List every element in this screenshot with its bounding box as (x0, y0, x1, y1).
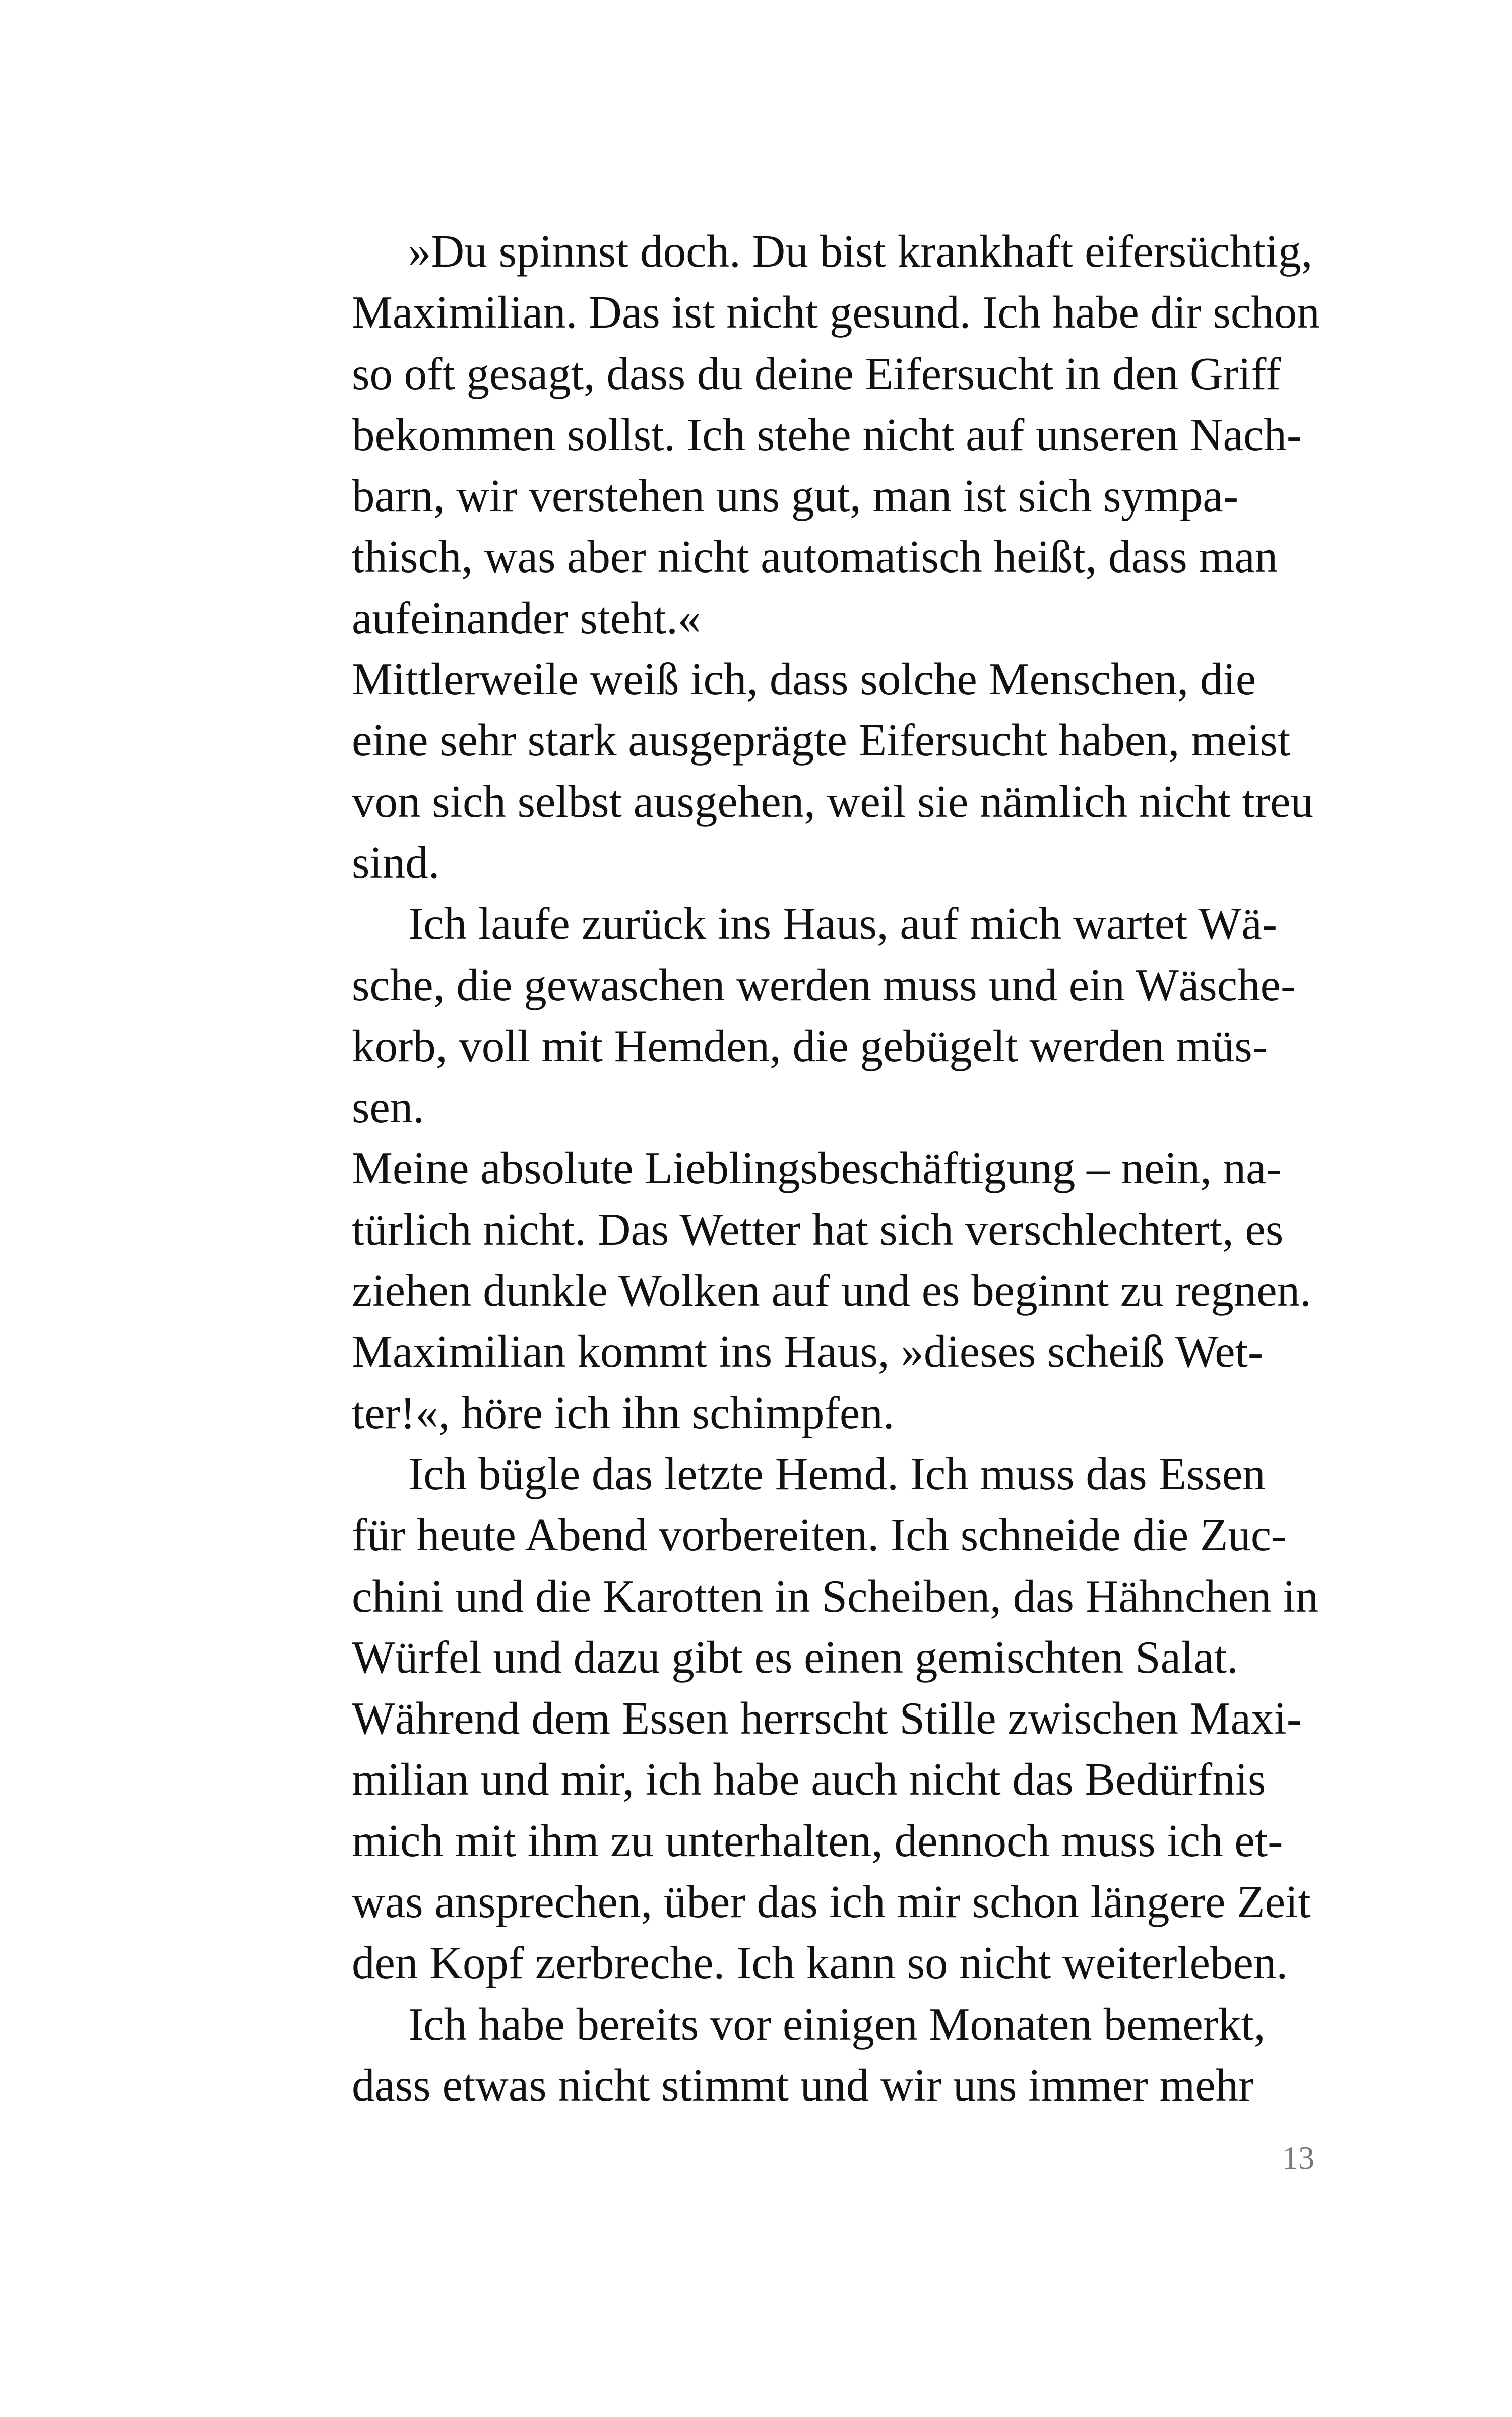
text-line: Ich habe bereits vor einigen Monaten bemerkt, (408, 1998, 1266, 2050)
text-line: barn, wir verstehen uns gut, man ist sich sympa- (352, 470, 1238, 522)
text-line: für heute Abend vorbereiten. Ich schneide die Zuc- (352, 1509, 1287, 1561)
text-line: Während dem Essen herrscht Stille zwischen Maxi- (352, 1693, 1302, 1744)
text-line: »Du spinnst doch. Du bist krankhaft eifersüchtig, (408, 226, 1313, 277)
text-line: Maximilian kommt ins Haus, »dieses scheiß Wet- (352, 1326, 1264, 1377)
text-line: sind. (352, 837, 440, 888)
text-line: chini und die Karotten in Scheiben, das Hähnchen in (352, 1570, 1319, 1622)
text-line: mich mit ihm zu unterhalten, dennoch muss ich et- (352, 1815, 1283, 1866)
text-line: sen. (352, 1082, 425, 1133)
text-line: Mittlerweile weiß ich, dass solche Menschen, die (352, 654, 1256, 705)
text-line: Ich laufe zurück ins Haus, auf mich wartet Wä- (408, 898, 1278, 949)
text-line: ziehen dunkle Wolken auf und es beginnt zu regnen. (352, 1265, 1311, 1316)
page-number: 13 (1282, 2140, 1314, 2176)
text-line: eine sehr stark ausgeprägte Eifersucht haben, meist (352, 715, 1291, 766)
text-line: Meine absolute Lieblingsbeschäftigung – nein, na- (352, 1142, 1282, 1194)
text-line: türlich nicht. Das Wetter hat sich verschlechtert, es (352, 1203, 1284, 1255)
text-line: von sich selbst ausgehen, weil sie nämlich nicht treu (352, 776, 1314, 827)
text-line: Maximilian. Das ist nicht gesund. Ich habe dir schon (352, 287, 1320, 338)
text-line: thisch, was aber nicht automatisch heißt, dass man (352, 531, 1278, 583)
text-line: korb, voll mit Hemden, die gebügelt werden müs- (352, 1020, 1268, 1071)
text-line: aufeinander steht.« (352, 592, 701, 644)
text-line: Würfel und dazu gibt es einen gemischten Salat. (352, 1631, 1238, 1683)
text-line: sche, die gewaschen werden muss und ein Wäsche- (352, 959, 1296, 1010)
text-line: was ansprechen, über das ich mir schon längere Zeit (352, 1876, 1311, 1928)
text-line: so oft gesagt, dass du deine Eifersucht in den Griff (352, 348, 1281, 399)
text-line: Ich bügle das letzte Hemd. Ich muss das Essen (408, 1448, 1266, 1499)
text-line: den Kopf zerbreche. Ich kann so nicht weiterleben. (352, 1937, 1288, 1989)
body-text (352, 221, 1320, 2116)
text-line: ter!«, höre ich ihn schimpfen. (352, 1387, 895, 1438)
text-line: dass etwas nicht stimmt und wir uns immer mehr (352, 2059, 1254, 2111)
text-line: milian und mir, ich habe auch nicht das Bedürfnis (352, 1754, 1266, 1805)
text-line: bekommen sollst. Ich stehe nicht auf unseren Nach- (352, 409, 1302, 460)
